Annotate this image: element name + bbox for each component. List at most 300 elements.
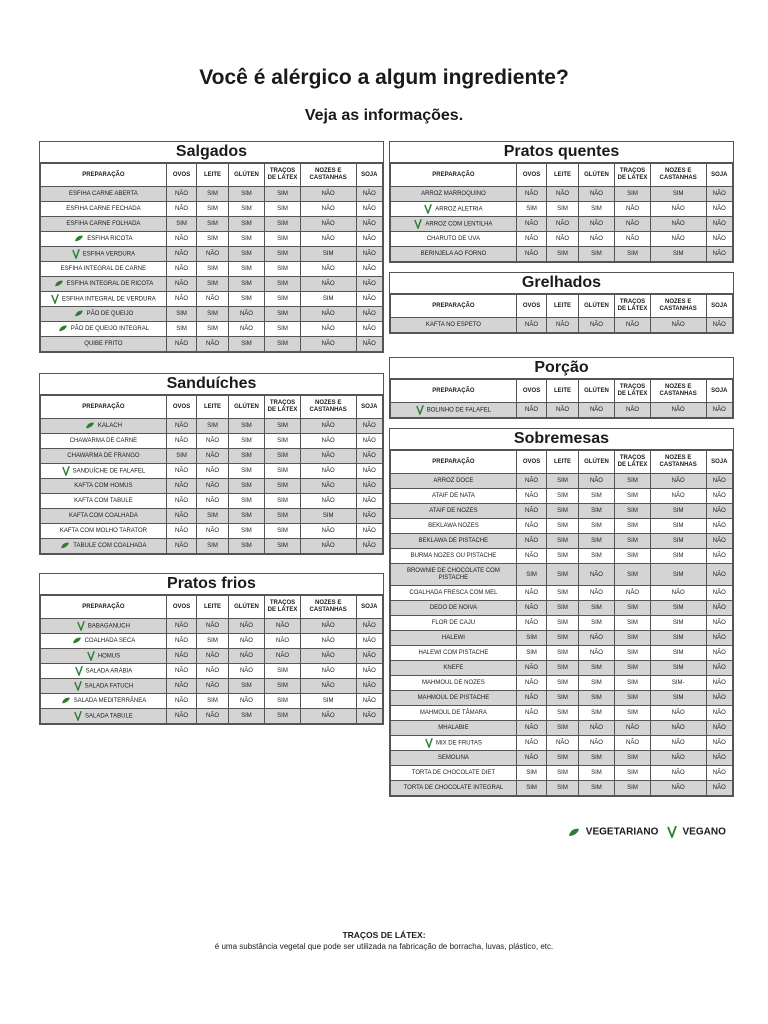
allergen-value: NÃO [356, 232, 382, 247]
allergen-value: SIM [228, 524, 265, 539]
allergen-value: NÃO [356, 419, 382, 434]
allergen-value: SIM [300, 509, 356, 524]
allergen-value: NÃO [265, 619, 301, 634]
dish-name: KAFTA COM TABULE [74, 498, 133, 504]
allergen-value: SIM [615, 489, 651, 504]
allergen-value: SIM [265, 464, 301, 479]
allergen-value: NÃO [650, 766, 706, 781]
allergen-value: SIM [650, 646, 706, 661]
dish-name: ARROZ ALETRIA [435, 206, 483, 213]
allergen-value: NÃO [516, 519, 546, 534]
section-salgados [39, 141, 384, 353]
allergen-value: SIM [265, 434, 301, 449]
vegano-v-icon [87, 651, 95, 661]
dish-name: SEMOLINA [437, 755, 469, 761]
allergen-value: NÃO [166, 262, 196, 277]
allergen-value: NÃO [706, 519, 732, 534]
allergen-value: SIM [547, 766, 578, 781]
col-header-nozes-castanhas: NOZES E CASTANHAS [300, 396, 356, 419]
allergen-value: NÃO [650, 586, 706, 601]
table-row [391, 489, 733, 504]
table-row [41, 709, 383, 724]
col-header-ovos: OVOS [166, 396, 196, 419]
table-row [41, 494, 383, 509]
allergen-value: NÃO [356, 217, 382, 232]
allergen-value: SIM [547, 586, 578, 601]
dish-cell [391, 534, 517, 549]
allergen-value: SIM [228, 494, 265, 509]
dish-cell [391, 586, 517, 601]
table-row [391, 586, 733, 601]
allergen-value: SIM [516, 781, 546, 796]
allergen-value: SIM [547, 616, 578, 631]
section-title: Pratos frios [40, 574, 383, 595]
allergen-value: SIM [650, 519, 706, 534]
allergen-value: NÃO [300, 479, 356, 494]
allergen-value: NÃO [578, 721, 615, 736]
allergen-value: SIM [615, 676, 651, 691]
table-row [41, 187, 383, 202]
allergen-value: NÃO [356, 509, 382, 524]
allergen-value: SIM [578, 616, 615, 631]
allergen-value: SIM [578, 706, 615, 721]
dish-cell [391, 489, 517, 504]
dish-cell [41, 277, 167, 292]
allergen-value: NÃO [356, 434, 382, 449]
allergen-value: NÃO [300, 262, 356, 277]
dish-name: ESFIHA INTEGRAL DE VERDURA [62, 296, 156, 303]
vegano-v-icon [51, 294, 59, 304]
allergen-value: SIM [228, 277, 265, 292]
diet-legend [568, 826, 726, 838]
vegetariano-leaf-icon [60, 542, 70, 549]
allergen-value: SIM [228, 509, 265, 524]
allergen-value: NÃO [166, 509, 196, 524]
allergen-value: SIM [578, 549, 615, 564]
table-row [391, 504, 733, 519]
allergen-value: SIM [615, 706, 651, 721]
allergen-value: SIM [300, 247, 356, 262]
table-row [391, 474, 733, 489]
allergen-value: SIM [516, 564, 546, 586]
allergen-value: NÃO [578, 631, 615, 646]
table-row [41, 664, 383, 679]
allergen-value: SIM [265, 419, 301, 434]
allergen-table [390, 163, 733, 262]
allergen-value: NÃO [516, 616, 546, 631]
col-header-preparacao: PREPARAÇÃO [391, 380, 517, 403]
allergen-value: SIM [615, 247, 651, 262]
col-header-preparacao: PREPARAÇÃO [391, 451, 517, 474]
allergen-value: SIM [197, 634, 228, 649]
dish-cell [391, 721, 517, 736]
footnote-text: é uma substância vegetal que pode ser utilizada na fabricação de borracha, luvas, plástico, etc. [214, 942, 554, 951]
col-header-soja: SOJA [706, 164, 732, 187]
allergen-value: SIM [228, 247, 265, 262]
allergen-value: NÃO [706, 549, 732, 564]
allergen-value: SIM [650, 616, 706, 631]
allergen-value: SIM [615, 661, 651, 676]
dish-name: CHAWARMA DE CARNE [69, 438, 138, 444]
dish-name: BROWNIE DE CHOCOLATE COM PISTACHE [406, 567, 500, 581]
dish-cell [41, 292, 167, 307]
allergen-value: NÃO [356, 202, 382, 217]
dish-name: CHARUTO DE UVA [426, 236, 480, 242]
allergen-value: SIM [547, 474, 578, 489]
allergen-value: SIM [516, 631, 546, 646]
dish-name: TORTA DE CHOCOLATE DIET [411, 770, 496, 776]
dish-cell [391, 474, 517, 489]
table-row [41, 679, 383, 694]
allergen-value: SIM [265, 449, 301, 464]
allergen-value: NÃO [300, 307, 356, 322]
dish-name: SALADA MEDITERRÂNEA [73, 698, 147, 705]
allergen-value: NÃO [706, 721, 732, 736]
allergen-value: SIM [547, 601, 578, 616]
allergen-value: NÃO [356, 307, 382, 322]
allergen-value: NÃO [615, 586, 651, 601]
col-header-preparacao: PREPARAÇÃO [41, 596, 167, 619]
allergen-value: NÃO [706, 586, 732, 601]
dish-name: SALADA FATUCH [84, 683, 134, 690]
allergen-value: NÃO [228, 634, 265, 649]
col-header-gluten: GLÚTEN [578, 164, 615, 187]
allergen-value: SIM [650, 601, 706, 616]
dish-name: BERINJELA AO FORNO [420, 251, 487, 257]
col-header-nozes-castanhas: NOZES E CASTANHAS [650, 451, 706, 474]
dish-cell [41, 619, 167, 634]
dish-name: KAFTA NO ESPETO [425, 322, 481, 328]
allergen-value: NÃO [300, 464, 356, 479]
allergen-value: NÃO [650, 202, 706, 217]
allergen-value: SIM [228, 679, 265, 694]
allergen-value: NÃO [578, 474, 615, 489]
allergen-value: NÃO [300, 232, 356, 247]
vegetariano-leaf-icon [568, 828, 580, 837]
vegano-v-icon [75, 666, 83, 676]
allergen-value: NÃO [197, 664, 228, 679]
allergen-value: NÃO [516, 691, 546, 706]
allergen-value: NÃO [650, 736, 706, 751]
table-row [41, 539, 383, 554]
allergen-table [390, 294, 733, 333]
allergen-value: SIM [197, 419, 228, 434]
vegano-v-icon [72, 249, 80, 259]
allergen-value: NÃO [615, 202, 651, 217]
col-header-ovos: OVOS [516, 451, 546, 474]
allergen-value: NÃO [300, 449, 356, 464]
allergen-value: SIM [547, 691, 578, 706]
dish-name: ESFIHA INTEGRAL DE CARNE [60, 266, 147, 272]
page-subtitle: Veja as informações. [304, 107, 464, 124]
allergen-value: SIM [228, 464, 265, 479]
allergen-value: NÃO [356, 649, 382, 664]
allergen-value: SIM [265, 262, 301, 277]
allergen-value: NÃO [166, 292, 196, 307]
col-header-gluten: GLÚTEN [578, 451, 615, 474]
dish-name: ESFIHA INTEGRAL DE RICOTA [66, 281, 154, 288]
section-title: Pratos quentes [390, 142, 733, 163]
allergen-value: NÃO [356, 292, 382, 307]
allergen-value: NÃO [706, 489, 732, 504]
allergen-value: NÃO [356, 694, 382, 709]
table-row [391, 676, 733, 691]
allergen-value: NÃO [197, 709, 228, 724]
col-header-nozes-castanhas: NOZES E CASTANHAS [650, 295, 706, 318]
allergen-value: SIM [197, 262, 228, 277]
allergen-value: NÃO [265, 649, 301, 664]
section-title: Sobremesas [390, 429, 733, 450]
allergen-value: SIM [197, 277, 228, 292]
allergen-value: SIM [228, 202, 265, 217]
dish-cell [391, 781, 517, 796]
allergen-value: NÃO [228, 307, 265, 322]
section-porcao [389, 357, 734, 419]
dish-name: KALACH [97, 423, 122, 430]
dish-cell [41, 509, 167, 524]
allergen-value: NÃO [650, 781, 706, 796]
allergen-value: NÃO [516, 601, 546, 616]
col-header-leite: LEITE [547, 451, 578, 474]
allergen-value: SIM [547, 564, 578, 586]
col-header-ovos: OVOS [516, 380, 546, 403]
col-header-tracos-latex: TRAÇOS DE LÁTEX [615, 380, 651, 403]
table-row [41, 232, 383, 247]
dish-name: KAFTA COM HOMUS [74, 483, 133, 489]
allergen-value: NÃO [166, 464, 196, 479]
allergen-value: SIM [265, 217, 301, 232]
table-row [391, 631, 733, 646]
allergen-value: NÃO [578, 403, 615, 418]
allergen-value: SIM [265, 232, 301, 247]
allergen-value: NÃO [578, 736, 615, 751]
dish-cell [41, 494, 167, 509]
vegano-v-icon [416, 405, 424, 415]
allergen-value: NÃO [650, 232, 706, 247]
allergen-value: NÃO [166, 187, 196, 202]
allergen-value: NÃO [300, 649, 356, 664]
allergen-value: SIM [547, 504, 578, 519]
allergen-value: SIM [265, 679, 301, 694]
dish-name: KNEFE [443, 665, 464, 671]
allergen-value: NÃO [706, 751, 732, 766]
col-header-leite: LEITE [197, 164, 228, 187]
allergen-value: SIM [650, 691, 706, 706]
allergen-value: NÃO [706, 661, 732, 676]
dish-name: TORTA DE CHOCOLATE INTEGRAL [403, 785, 504, 791]
dish-cell [41, 217, 167, 232]
allergen-value: SIM [228, 232, 265, 247]
dish-name: ATAIF DE NATA [431, 493, 475, 499]
allergen-value: SIM [578, 489, 615, 504]
allergen-value: SIM [615, 616, 651, 631]
allergen-value: NÃO [197, 449, 228, 464]
allergen-value: NÃO [516, 217, 546, 232]
dish-name: HALEWI COM PISTACHE [418, 650, 489, 656]
vegano-v-icon [425, 738, 433, 748]
table-row [391, 534, 733, 549]
dish-name: KAFTA COM COALHADA [68, 513, 138, 519]
dish-name: HALEWI [441, 635, 465, 641]
allergen-value: SIM [516, 766, 546, 781]
allergen-value: NÃO [166, 634, 196, 649]
allergen-value: SIM [615, 187, 651, 202]
allergen-value: SIM [265, 539, 301, 554]
dish-name: MIX DE FRUTAS [435, 740, 482, 747]
allergen-value: SIM [166, 217, 196, 232]
allergen-value: SIM [265, 479, 301, 494]
dish-cell [41, 694, 167, 709]
allergen-value: NÃO [578, 232, 615, 247]
allergen-value: NÃO [706, 318, 732, 333]
section-grelhados [389, 272, 734, 334]
allergen-value: NÃO [516, 318, 546, 333]
allergen-value: NÃO [300, 419, 356, 434]
allergen-value: SIM [578, 691, 615, 706]
dish-name: PÃO DE QUEIJO [86, 311, 134, 318]
dish-name: ESFIHA CARNE ABERTA [69, 191, 138, 197]
col-header-tracos-latex: TRAÇOS DE LÁTEX [615, 164, 651, 187]
allergen-value: NÃO [166, 337, 196, 352]
allergen-value: NÃO [578, 586, 615, 601]
dish-name: BABAGANUCH [87, 623, 130, 630]
allergen-value: NÃO [228, 664, 265, 679]
legend-vegetariano: VEGETARIANO [585, 826, 659, 838]
allergen-value: NÃO [706, 232, 732, 247]
allergen-table [40, 395, 383, 554]
dish-cell [41, 479, 167, 494]
allergen-value: SIM [228, 262, 265, 277]
allergen-value: NÃO [356, 262, 382, 277]
allergen-value: SIM [265, 494, 301, 509]
col-header-leite: LEITE [547, 164, 578, 187]
allergen-value: SIM [615, 564, 651, 586]
allergen-value: NÃO [578, 318, 615, 333]
table-row [41, 509, 383, 524]
col-header-gluten: GLÚTEN [578, 380, 615, 403]
table-row [391, 646, 733, 661]
allergen-value: SIM [615, 504, 651, 519]
dish-cell [391, 217, 517, 232]
allergen-value: SIM [516, 646, 546, 661]
dish-name: HOMUS [97, 653, 121, 660]
dish-cell [391, 318, 517, 333]
dish-cell [391, 676, 517, 691]
allergen-value: NÃO [356, 634, 382, 649]
table-row [41, 449, 383, 464]
allergen-value: SIM [228, 419, 265, 434]
dish-name: ESFIHA VERDURA [82, 251, 136, 258]
dish-cell [391, 247, 517, 262]
dish-cell [391, 661, 517, 676]
dish-cell [41, 202, 167, 217]
col-header-nozes-castanhas: NOZES E CASTANHAS [300, 596, 356, 619]
allergen-value: NÃO [547, 217, 578, 232]
vegetariano-leaf-icon [58, 325, 68, 332]
table-row [41, 524, 383, 539]
allergen-value: SIM [265, 709, 301, 724]
allergen-value: SIM [578, 661, 615, 676]
allergen-value: NÃO [706, 631, 732, 646]
section-sobremesas [389, 428, 734, 797]
allergen-value: SIM [615, 549, 651, 564]
allergen-value: NÃO [706, 676, 732, 691]
table-row [41, 202, 383, 217]
table-row [391, 751, 733, 766]
allergen-value: SIM [547, 646, 578, 661]
table-row [391, 721, 733, 736]
table-row [391, 661, 733, 676]
allergen-value: NÃO [516, 676, 546, 691]
allergen-value: NÃO [615, 403, 651, 418]
table-row [391, 564, 733, 586]
allergen-value: SIM [650, 564, 706, 586]
dish-name: MAHMOUL DE NOZES [422, 680, 485, 686]
allergen-value: SIM [578, 504, 615, 519]
table-row [41, 322, 383, 337]
dish-name: ESFIHA RICOTA [87, 236, 133, 243]
allergen-value: SIM [166, 449, 196, 464]
dish-cell [41, 679, 167, 694]
allergen-value: SIM [615, 474, 651, 489]
allergen-value: SIM [615, 691, 651, 706]
vegetariano-leaf-icon [74, 310, 84, 317]
allergen-value: SIM [166, 322, 196, 337]
allergen-value: SIM [197, 232, 228, 247]
allergen-value: NÃO [166, 247, 196, 262]
allergen-value: NÃO [650, 217, 706, 232]
dish-name: MAHMOUL DE PISTACHE [417, 695, 490, 701]
allergen-value: NÃO [706, 187, 732, 202]
allergen-value: NÃO [300, 619, 356, 634]
allergen-table [390, 379, 733, 418]
dish-cell [391, 601, 517, 616]
col-header-gluten: GLÚTEN [578, 295, 615, 318]
allergen-value: SIM [265, 337, 301, 352]
allergen-value: SIM [547, 721, 578, 736]
vegano-v-icon [424, 204, 432, 214]
allergen-value: NÃO [166, 709, 196, 724]
allergen-value: SIM [547, 781, 578, 796]
allergen-value: NÃO [197, 619, 228, 634]
dish-cell [391, 736, 517, 751]
allergen-value: SIM [547, 202, 578, 217]
allergen-value: NÃO [197, 292, 228, 307]
allergen-value: SIM [197, 307, 228, 322]
dish-cell [41, 337, 167, 352]
allergen-value: NÃO [516, 549, 546, 564]
allergen-value: NÃO [516, 504, 546, 519]
allergen-value: SIM [650, 187, 706, 202]
allergen-value: NÃO [300, 434, 356, 449]
allergen-value: NÃO [265, 634, 301, 649]
footnote-title: TRAÇOS DE LÁTEX: [342, 930, 426, 940]
table-row [41, 262, 383, 277]
allergen-value: NÃO [516, 232, 546, 247]
allergen-value: NÃO [300, 337, 356, 352]
allergen-value: SIM [516, 202, 546, 217]
dish-name: KAFTA COM MOLHO TARATOR [59, 528, 147, 534]
allergen-value: NÃO [166, 494, 196, 509]
allergen-value: SIM [166, 307, 196, 322]
allergen-value: NÃO [516, 586, 546, 601]
col-header-tracos-latex: TRAÇOS DE LÁTEX [265, 164, 301, 187]
allergen-value: NÃO [578, 646, 615, 661]
allergen-value: SIM [265, 509, 301, 524]
allergen-value: SIM- [650, 676, 706, 691]
allergen-value: NÃO [356, 619, 382, 634]
dish-name: FLOR DE CAJU [431, 620, 476, 626]
